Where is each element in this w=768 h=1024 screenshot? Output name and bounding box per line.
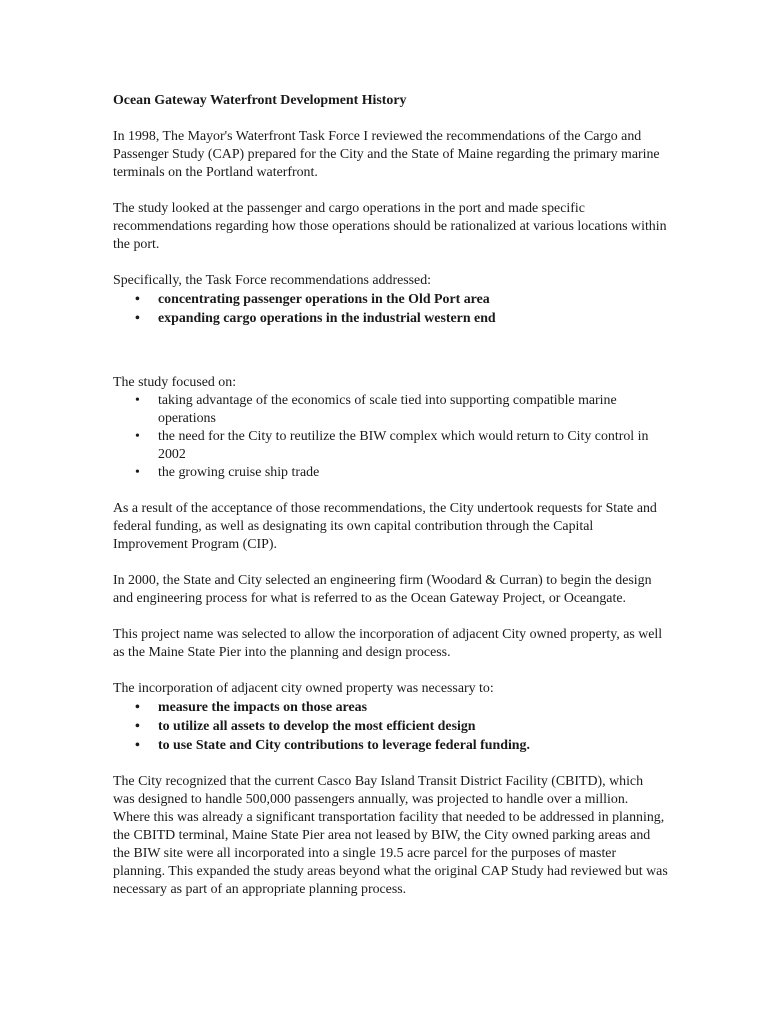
list-item: • the need for the City to reutilize the BIW complex which would return to City control in 2002 (113, 428, 668, 464)
paragraph-study-overview: The study looked at the passenger and cargo operations in the port and made specific recommendations regarding how those operations should be rationalized at various locations within the port. (113, 201, 667, 252)
document-title: Ocean Gateway Waterfront Development History (113, 93, 407, 108)
paragraph-cap-study: In 1998, The Mayor's Waterfront Task Force I reviewed the recommendations of the Cargo and Passenger Study (CAP) prepared for the City and the State of Maine regarding the primary marine terminals on the Portland waterfront. (113, 129, 660, 180)
paragraph-engineering-firm: In 2000, the State and City selected an engineering firm (Woodard & Curran) to begin the design and engineering process for what is referred to as the Ocean Gateway Project, or Oceangate. (113, 573, 652, 606)
list-item: • measure the impacts on those areas (113, 698, 668, 717)
list-item: • concentrating passenger operations in the Old Port area (113, 290, 668, 309)
focus-list (113, 392, 668, 482)
incorporation-lead: The incorporation of adjacent city owned property was necessary to: (113, 681, 494, 696)
paragraph-project-name: This project name was selected to allow the incorporation of adjacent City owned property, as well as the Maine State Pier into the planning and design process. (113, 627, 663, 660)
list-item: • expanding cargo operations in the industrial western end (113, 309, 668, 328)
recommendations-lead: Specifically, the Task Force recommendations addressed: (113, 273, 432, 288)
recommendations-list (113, 290, 668, 328)
list-item: • to utilize all assets to develop the most efficient design (113, 717, 668, 736)
incorporation-list (113, 698, 668, 755)
list-item: • the growing cruise ship trade (113, 464, 668, 482)
list-item: • to use State and City contributions to leverage federal funding. (113, 736, 668, 755)
paragraph-cbitd: The City recognized that the current Casco Bay Island Transit District Facility (CBITD), which was designed to handle 500,000 passengers annually, was projected to handle over a million. Where this was already a significant transportation facility that needed to be addressed in planning, the CBITD terminal, Maine State Pier area not leased by BIW, the City owned parking areas and the BIW site were all incorporated into a single 19.5 acre parcel for the purposes of master planning. This expanded the study areas beyond what the original CAP Study had reviewed but was necessary as part of an appropriate planning process. (113, 774, 668, 897)
focus-lead: The study focused on: (113, 375, 237, 390)
list-item: • taking advantage of the economics of scale tied into supporting compatible marine operations (113, 392, 668, 428)
paragraph-funding: As a result of the acceptance of those recommendations, the City undertook requests for State and federal funding, as well as designating its own capital contribution through the Capital Improvement Program (CIP). (113, 501, 657, 552)
